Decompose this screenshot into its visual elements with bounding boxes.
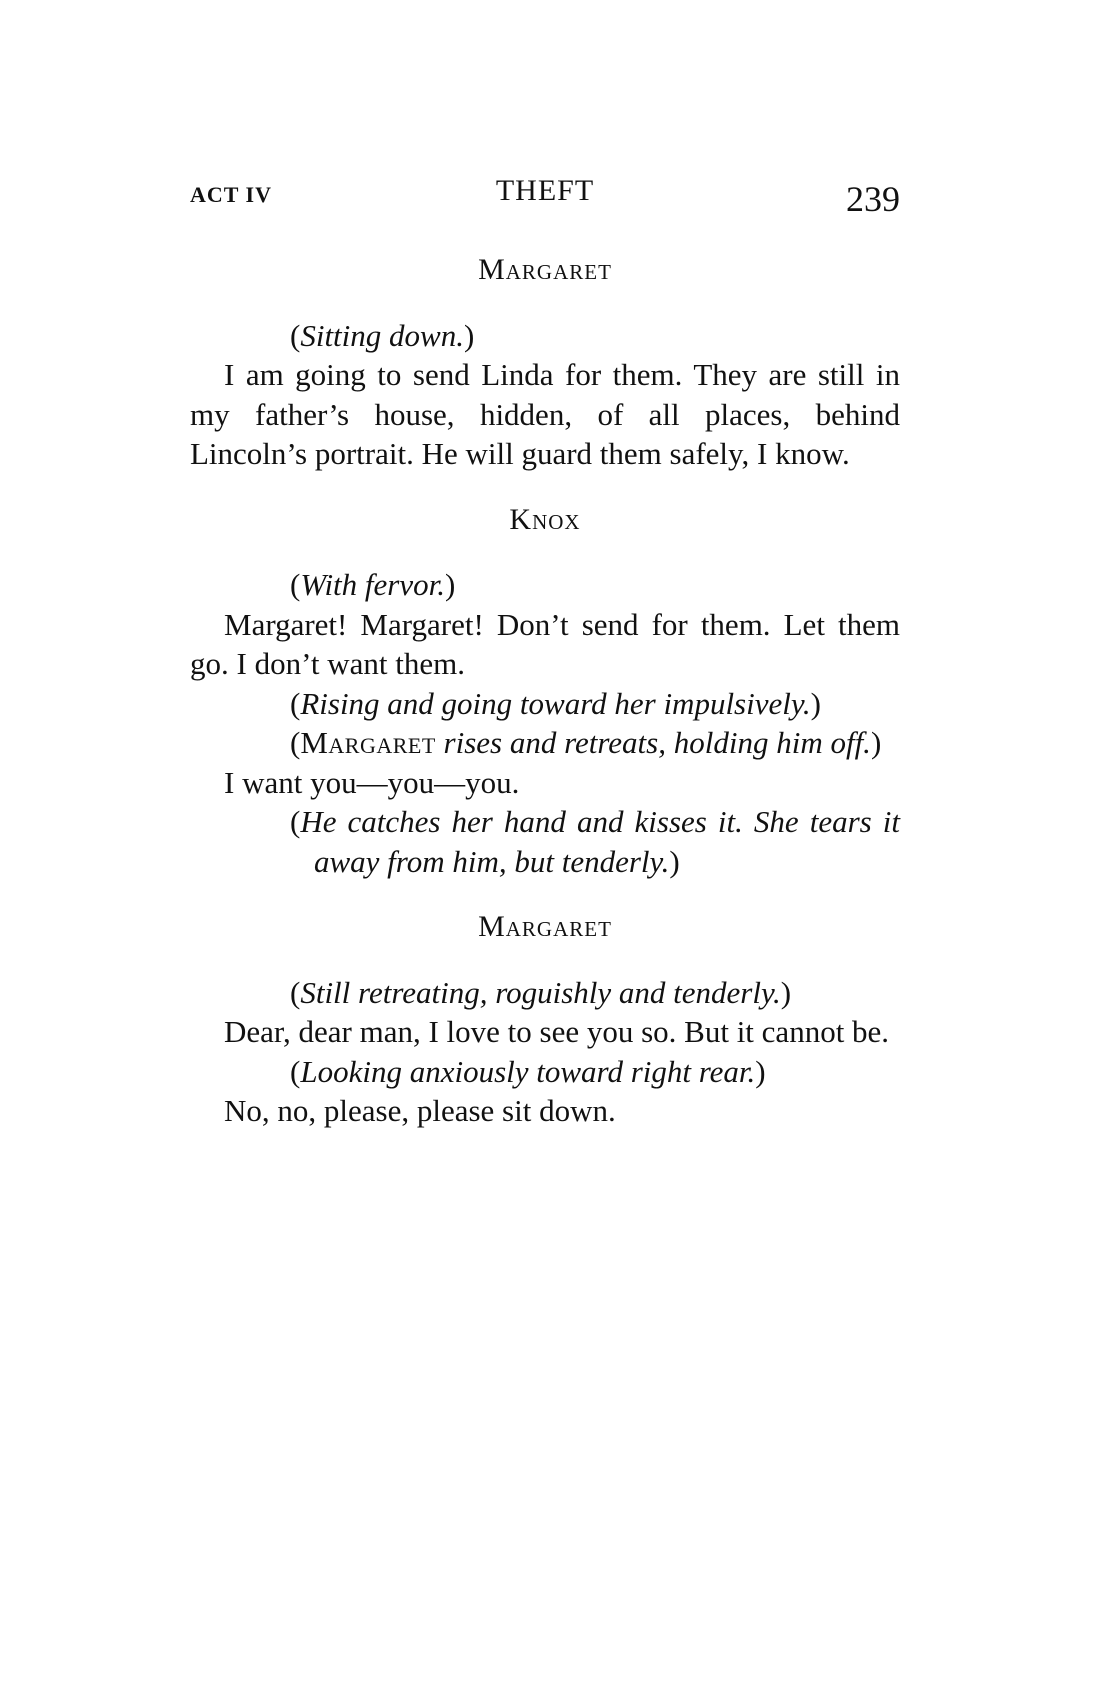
page-number: 239 [846,179,900,219]
dialogue-paragraph: I am going to send Linda for them. They are still in my father’s house, hidden, of all places, behind Lincoln’s portrait. He will guard them safely, I know. [190,357,900,471]
speaker-heading: Margaret [478,910,612,943]
dialogue-paragraph: Dear, dear man, I love to see you so. But it cannot be. [224,1014,890,1049]
stage-direction: (With fervor.) [290,567,456,602]
page-body [190,250,900,1131]
dialogue-paragraph: I want you—you—you. [224,764,520,800]
stage-direction: (Rising and going toward her impulsively.) [290,685,821,721]
running-title: THEFT [495,174,595,207]
stage-direction: (Sitting down.) [290,317,475,353]
act-label: ACT IV [190,182,273,207]
stage-direction: (He catches her hand and kisses it. She tears it away from him, but tenderly.) [290,804,900,879]
running-header [190,168,900,228]
stage-direction: (Margaret rises and retreats, holding him off.) [290,725,882,760]
dialogue-paragraph: Margaret! Margaret! Don’t send for them. Let them go. I don’t want them. [190,606,900,681]
stage-direction: (Still retreating, roguishly and tenderly.) [290,974,792,1010]
speaker-heading: Margaret [478,253,612,286]
dialogue-paragraph: No, no, please, please sit down. [224,1093,616,1128]
stage-direction: (Looking anxiously toward right rear.) [290,1053,766,1089]
speaker-heading: Knox [509,502,581,536]
